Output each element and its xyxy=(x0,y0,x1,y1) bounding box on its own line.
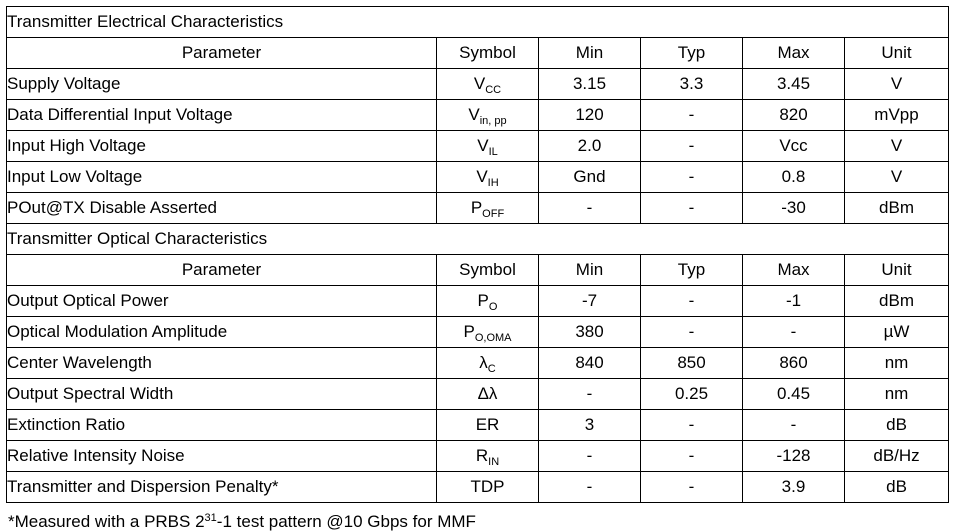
column-header-typ: Typ xyxy=(641,255,743,286)
cell-unit: V xyxy=(845,131,949,162)
cell-min: - xyxy=(539,441,641,472)
cell-unit: mVpp xyxy=(845,100,949,131)
cell-max: -1 xyxy=(743,286,845,317)
cell-unit: nm xyxy=(845,348,949,379)
cell-typ: - xyxy=(641,162,743,193)
cell-max: 0.45 xyxy=(743,379,845,410)
cell-symbol xyxy=(437,441,539,472)
cell-parameter: Transmitter and Dispersion Penalty* xyxy=(7,472,437,503)
cell-unit: nm xyxy=(845,379,949,410)
column-header-typ: Typ xyxy=(641,38,743,69)
column-header-max: Max xyxy=(743,38,845,69)
cell-symbol xyxy=(437,131,539,162)
cell-max: Vcc xyxy=(743,131,845,162)
cell-max: -30 xyxy=(743,193,845,224)
cell-typ: - xyxy=(641,441,743,472)
table-column-header-row xyxy=(7,38,949,69)
table-row xyxy=(7,441,949,472)
cell-symbol xyxy=(437,317,539,348)
column-header-unit: Unit xyxy=(845,255,949,286)
cell-parameter: Center Wavelength xyxy=(7,348,437,379)
column-header-min: Min xyxy=(539,38,641,69)
table-row xyxy=(7,69,949,100)
cell-unit: V xyxy=(845,162,949,193)
cell-min: 840 xyxy=(539,348,641,379)
cell-unit: dB xyxy=(845,472,949,503)
symbol-base: V xyxy=(476,167,488,186)
cell-typ: - xyxy=(641,100,743,131)
cell-parameter: Data Differential Input Voltage xyxy=(7,100,437,131)
symbol-subscript: O,OMA xyxy=(474,332,512,344)
cell-unit: V xyxy=(845,69,949,100)
cell-min: - xyxy=(539,472,641,503)
symbol-subscript: IN xyxy=(488,456,500,468)
table-row xyxy=(7,472,949,503)
column-header-min: Min xyxy=(539,255,641,286)
cell-unit: µW xyxy=(845,317,949,348)
cell-parameter: Extinction Ratio xyxy=(7,410,437,441)
cell-min: 3 xyxy=(539,410,641,441)
cell-max: - xyxy=(743,410,845,441)
cell-typ: - xyxy=(641,317,743,348)
symbol-subscript: C xyxy=(487,363,496,375)
symbol-base: V xyxy=(477,136,489,155)
cell-min: - xyxy=(539,379,641,410)
cell-parameter: Input Low Voltage xyxy=(7,162,437,193)
table-row xyxy=(7,100,949,131)
symbol-subscript: IL xyxy=(488,146,498,158)
cell-parameter: Output Optical Power xyxy=(7,286,437,317)
cell-parameter: Input High Voltage xyxy=(7,131,437,162)
table-column-header-row xyxy=(7,255,949,286)
cell-min: 3.15 xyxy=(539,69,641,100)
cell-symbol xyxy=(437,286,539,317)
cell-typ: - xyxy=(641,410,743,441)
symbol-subscript: O xyxy=(488,301,498,313)
cell-typ: - xyxy=(641,131,743,162)
cell-max: 820 xyxy=(743,100,845,131)
cell-symbol xyxy=(437,69,539,100)
cell-min: 380 xyxy=(539,317,641,348)
cell-symbol xyxy=(437,410,539,441)
cell-max: - xyxy=(743,317,845,348)
table-row xyxy=(7,131,949,162)
section-title: Transmitter Electrical Characteristics xyxy=(7,7,949,38)
symbol-base: Δλ xyxy=(477,384,498,403)
cell-symbol xyxy=(437,472,539,503)
table-row xyxy=(7,317,949,348)
cell-symbol xyxy=(437,348,539,379)
table-row xyxy=(7,286,949,317)
cell-parameter: Optical Modulation Amplitude xyxy=(7,317,437,348)
footnote-suffix: -1 test pattern @10 Gbps for MMF xyxy=(216,512,476,531)
cell-typ: - xyxy=(641,193,743,224)
table-section-header xyxy=(7,224,949,255)
column-header-parameter: Parameter xyxy=(7,255,437,286)
symbol-base: ER xyxy=(475,415,500,434)
table-row xyxy=(7,193,949,224)
cell-typ: 3.3 xyxy=(641,69,743,100)
cell-typ: - xyxy=(641,286,743,317)
cell-unit: dB/Hz xyxy=(845,441,949,472)
cell-unit: dBm xyxy=(845,193,949,224)
cell-unit: dB xyxy=(845,410,949,441)
footnote-prefix: *Measured with a PRBS 2 xyxy=(8,512,205,531)
cell-min: -7 xyxy=(539,286,641,317)
symbol-subscript: in, pp xyxy=(479,115,507,127)
symbol-base: λ xyxy=(479,353,488,372)
cell-typ: 0.25 xyxy=(641,379,743,410)
table-row xyxy=(7,410,949,441)
cell-parameter: Relative Intensity Noise xyxy=(7,441,437,472)
column-header-unit: Unit xyxy=(845,38,949,69)
cell-min: Gnd xyxy=(539,162,641,193)
symbol-base: V xyxy=(468,105,480,124)
symbol-base: P xyxy=(470,198,483,217)
column-header-symbol: Symbol xyxy=(437,38,539,69)
column-header-parameter: Parameter xyxy=(7,38,437,69)
symbol-base: P xyxy=(463,322,475,341)
footnote-superscript: 31 xyxy=(204,512,217,524)
cell-parameter: POut@TX Disable Asserted xyxy=(7,193,437,224)
cell-min: - xyxy=(539,193,641,224)
cell-max: 860 xyxy=(743,348,845,379)
symbol-base: R xyxy=(475,446,489,465)
symbol-subscript: OFF xyxy=(482,208,505,220)
symbol-subscript: CC xyxy=(485,84,502,96)
cell-max: 3.45 xyxy=(743,69,845,100)
column-header-symbol: Symbol xyxy=(437,255,539,286)
table-row xyxy=(7,162,949,193)
transmitter-specifications-table xyxy=(6,6,949,503)
cell-typ: - xyxy=(641,472,743,503)
cell-min: 120 xyxy=(539,100,641,131)
cell-parameter: Supply Voltage xyxy=(7,69,437,100)
symbol-base: TDP xyxy=(470,477,505,496)
symbol-subscript: IH xyxy=(487,177,499,189)
cell-symbol xyxy=(437,162,539,193)
cell-symbol xyxy=(437,193,539,224)
section-title: Transmitter Optical Characteristics xyxy=(7,224,949,255)
column-header-max: Max xyxy=(743,255,845,286)
table-row xyxy=(7,348,949,379)
cell-max: -128 xyxy=(743,441,845,472)
cell-min: 2.0 xyxy=(539,131,641,162)
cell-unit: dBm xyxy=(845,286,949,317)
cell-max: 0.8 xyxy=(743,162,845,193)
symbol-base: V xyxy=(473,74,486,93)
cell-parameter: Output Spectral Width xyxy=(7,379,437,410)
symbol-base: P xyxy=(477,291,489,310)
footnote xyxy=(8,512,948,532)
table-row xyxy=(7,379,949,410)
table-section-header xyxy=(7,7,949,38)
cell-typ: 850 xyxy=(641,348,743,379)
cell-symbol xyxy=(437,379,539,410)
cell-max: 3.9 xyxy=(743,472,845,503)
cell-symbol xyxy=(437,100,539,131)
